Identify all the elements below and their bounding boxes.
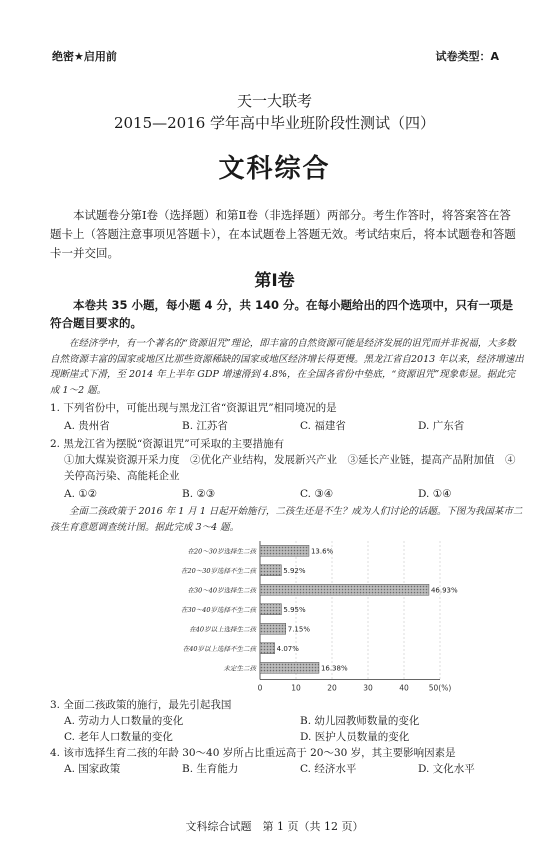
q4-option-c: C. 经济水平: [300, 763, 357, 775]
category-label: 在30～40岁选择生二孩: [187, 586, 256, 595]
question-4-stem: 4. 该市选择生育二孩的年龄 30～40 岁所占比重远高于 20～30 岁，其主要影响因素是: [50, 747, 456, 759]
exam-organizer: 天一大联考: [236, 92, 312, 110]
bar: [260, 662, 319, 673]
exam-title: 2015—2016 学年高中毕业班阶段性测试（四）: [113, 114, 436, 132]
question-4-options: [64, 761, 524, 777]
q3-option-a: A. 劳动力人口数量的变化: [64, 715, 184, 727]
bar: [260, 584, 429, 595]
q1-option-d: D. 广东省: [418, 420, 465, 432]
second-child-survey-chart: [140, 537, 470, 693]
bar: [260, 565, 281, 576]
confidential-label: 绝密★启用前: [52, 50, 117, 63]
category-label: 在40岁以上选择生二孩: [189, 625, 256, 634]
q4-option-b: B. 生育能力: [182, 763, 239, 775]
q3-option-d: D. 医护人员数量的变化: [300, 731, 410, 743]
survey-bar-chart: [140, 537, 470, 693]
section-note: 本卷共 35 小题，每小题 4 分，共 140 分。在每小题给出的四个选项中，只有一项是符合题目要求的。: [50, 298, 514, 330]
bar-value-label: 46.93%: [430, 586, 458, 595]
category-label: 在20～30岁选择不生二孩: [180, 566, 256, 575]
q2-option-d: D. ①④: [418, 488, 452, 500]
bar: [260, 604, 281, 615]
question-2-stem: 2. 黑龙江省为摆脱“资源诅咒”可采取的主要措施有: [50, 438, 285, 450]
q3-option-b: B. 幼儿园教师数量的变化: [300, 715, 420, 727]
q2-option-c: C. ③④: [300, 488, 334, 500]
q2-option-a: A. ①②: [64, 488, 98, 500]
category-label: 在40岁以上选择不生二孩: [182, 644, 256, 653]
question-2-options: [64, 488, 524, 504]
material-resource-curse: 在经济学中，有一个著名的“资源诅咒”理论，即丰富的自然资源可能是经济发展的诅咒而并非祝福，大多数自然资源丰富的国家或地区比那些资源稀缺的国家或地区经济增长得更慢。黑龙江省自2013 年以来，经济增速出现断崖式下滑，至 2014 年上半年 GDP 增速滑到 4.8%，在全国各省份中垫底，“资源诅咒”现象彰显。据此完成 1～2 题。: [50, 338, 524, 396]
bar-value-label: 16.38%: [320, 664, 348, 673]
paper-type-label: 试卷类型：A: [435, 50, 499, 63]
bar: [260, 643, 275, 654]
question-3-stem: 3. 全面二孩政策的施行，最先引起我国: [50, 699, 232, 711]
exam-instructions: 本试题卷分第Ⅰ卷（选择题）和第Ⅱ卷（非选择题）两部分。考生作答时，将答案答在答题卡上（答题注意事项见答题卡），在本试题卷上答题无效。考试结束后，将本试题卷和答题卡一并交回。: [50, 208, 516, 260]
q1-option-c: C. 福建省: [300, 420, 346, 432]
x-tick-label: 50(%): [428, 683, 452, 693]
bar-value-label: 4.07%: [276, 644, 299, 653]
bar-value-label: 5.95%: [283, 605, 306, 614]
question-2-measures: ①加大煤炭资源开采力度 ②优化产业结构，发展新兴产业 ③延长产业链，提高产品附加值 ④关停高污染、高能耗企业: [64, 454, 516, 482]
volume-title: 第Ⅰ卷: [254, 271, 295, 291]
page-footer: 文科综合试题 第 1 页（共 12 页）: [185, 820, 364, 833]
bar-value-label: 5.92%: [283, 566, 306, 575]
q4-option-a: A. 国家政策: [64, 763, 121, 775]
question-3-options-row1: [64, 713, 524, 729]
x-tick-label: 40: [399, 683, 409, 693]
material-second-child: 全面二孩政策于 2016 年 1 月 1 日起开始施行，二孩生还是不生？成为人们讨论的话题。下图为我国某市二孩生育意愿调查统计图。据此完成 3～4 题。: [50, 506, 523, 533]
bar-value-label: 7.15%: [287, 625, 310, 634]
x-tick-label: 0: [257, 683, 263, 693]
question-1-options: [64, 418, 524, 434]
q3-option-c: C. 老年人口数量的变化: [64, 731, 173, 743]
x-tick-label: 20: [327, 683, 337, 693]
bar: [260, 545, 309, 556]
x-tick-label: 30: [363, 683, 373, 693]
bar-value-label: 13.6%: [310, 547, 334, 556]
subject-title: 文科综合: [218, 154, 331, 184]
q1-option-a: A. 贵州省: [64, 420, 110, 432]
x-tick-label: 10: [291, 683, 301, 693]
q1-option-b: B. 江苏省: [182, 420, 228, 432]
bar: [260, 623, 286, 634]
q4-option-d: D. 文化水平: [418, 763, 475, 775]
question-3-options-row2: [64, 729, 524, 745]
category-label: 在20～30岁选择生二孩: [187, 547, 256, 556]
category-label: 未定生二孩: [223, 664, 256, 673]
question-1-stem: 1. 下列省份中，可能出现与黑龙江省“资源诅咒”相同境况的是: [50, 402, 337, 414]
q2-option-b: B. ②③: [182, 488, 216, 500]
category-label: 在30～40岁选择不生二孩: [180, 605, 256, 614]
